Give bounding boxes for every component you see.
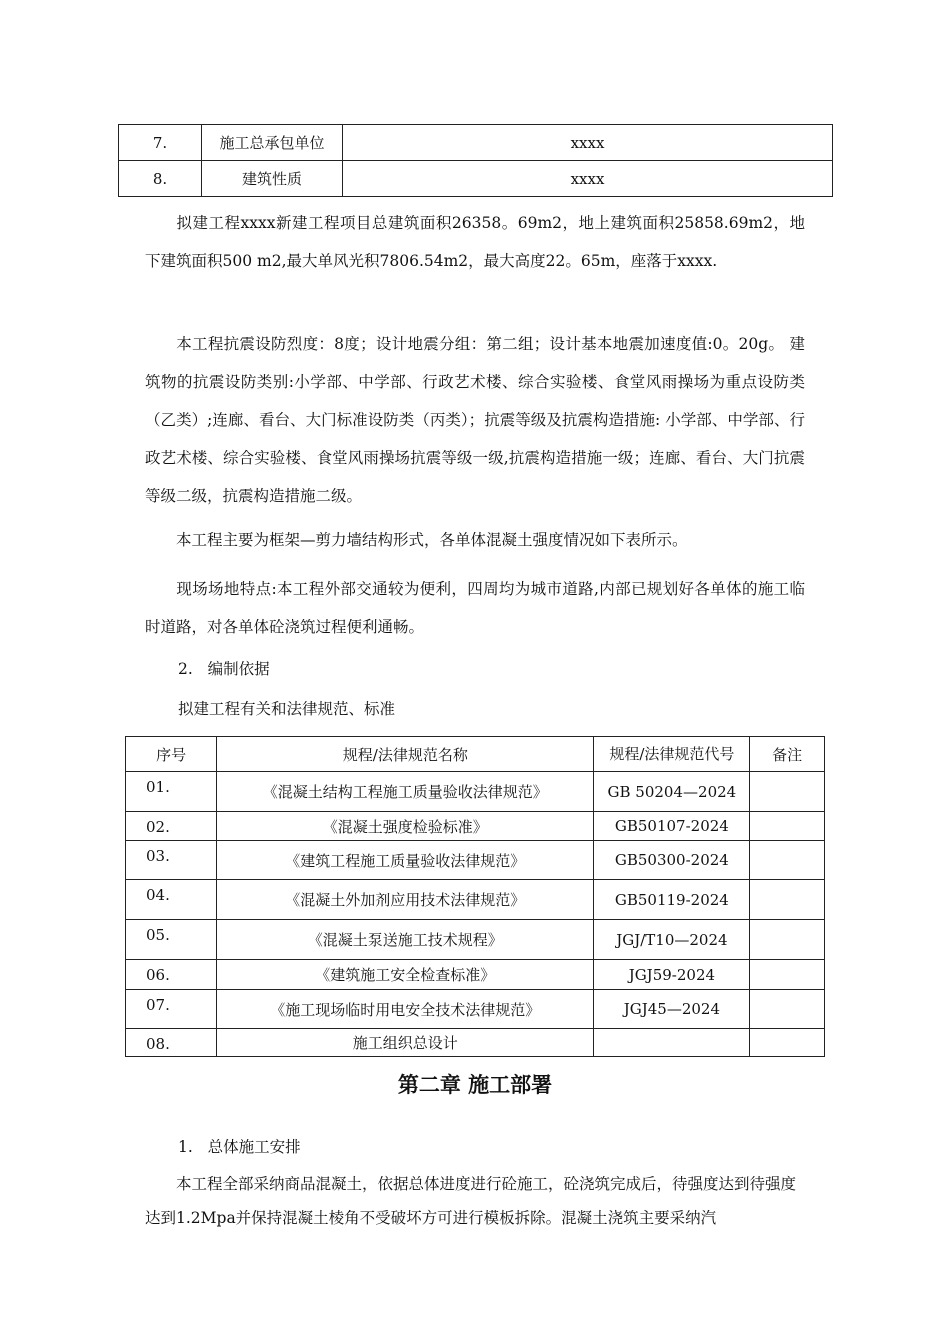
row-label: 建筑性质 <box>202 161 343 197</box>
row-note <box>750 880 825 920</box>
structure-paragraph: 本工程主要为框架—剪力墙结构形式，各单体混凝土强度情况如下表所示。 <box>176 531 688 549</box>
row-code <box>594 1029 750 1057</box>
row-note <box>750 1029 825 1057</box>
row-code: GB50107-2024 <box>594 812 750 841</box>
table-row <box>126 990 825 1029</box>
row-value: xxxx <box>343 161 833 197</box>
row-code: JGJ45—2024 <box>594 990 750 1029</box>
row-number: 8. <box>119 161 202 197</box>
row-note <box>750 990 825 1029</box>
site-paragraph: 现场场地特点:本工程外部交通较为便利，四周均为城市道路,内部已规划好各单体的施工临时道路，对各单体砼浇筑过程便利通畅。 <box>145 580 805 636</box>
row-number: 04. <box>126 880 217 920</box>
row-note <box>750 841 825 880</box>
section-heading: 2. 编制依据 <box>178 660 270 678</box>
table-row <box>126 920 825 960</box>
row-number: 06. <box>126 960 217 990</box>
construction-arrangement-paragraph: 本工程全部采纳商品混凝土，依据总体进度进行砼施工，砼浇筑完成后，待强度达到待强度达到1.2Mpa并保持混凝土棱角不受破坏方可进行模板拆除。混凝土浇筑主要采纳汽 <box>145 1175 797 1227</box>
header-name: 规程/法律规范名称 <box>217 737 594 772</box>
table-row <box>126 960 825 990</box>
row-number: 07. <box>126 990 217 1029</box>
row-number: 08. <box>126 1029 217 1057</box>
table-row <box>126 772 825 812</box>
table-row <box>119 125 833 161</box>
row-number: 01. <box>126 772 217 812</box>
seismic-paragraph-area <box>145 325 805 515</box>
standards-table <box>125 736 825 1057</box>
row-code: JGJ59-2024 <box>594 960 750 990</box>
table-row <box>126 841 825 880</box>
structure-paragraph-area <box>145 521 805 559</box>
row-note <box>750 772 825 812</box>
section-subheading: 拟建工程有关和法律规范、标准 <box>178 700 396 718</box>
section-heading: 1. 总体施工安排 <box>178 1138 301 1156</box>
row-name: 施工组织总设计 <box>217 1029 594 1057</box>
table-row <box>126 880 825 920</box>
row-note <box>750 920 825 960</box>
table-header-row <box>126 737 825 772</box>
row-name: 《建筑施工安全检查标准》 <box>217 960 594 990</box>
row-label: 施工总承包单位 <box>202 125 343 161</box>
row-name: 《混凝土强度检验标准》 <box>217 812 594 841</box>
row-number: 02. <box>126 812 217 841</box>
seismic-paragraph: 本工程抗震设防烈度：8度；设计地震分组：第二组；设计基本地震加速度值:0。20g。 建筑物的抗震设防类别:小学部、中学部、行政艺术楼、综合实验楼、食堂风雨操场为重点设防类（乙类）;连廊、看台、大门标准设防类（丙类）；抗震等级及抗震构造措施: 小学部、中学部、行政艺术楼、综合实验楼、食堂风雨操场抗震等级一级,抗震构造措施一级；连廊、看台、大门抗震等级二级，抗震构造措施二级。 <box>145 335 805 505</box>
row-name: 《建筑工程施工质量验收法律规范》 <box>217 841 594 880</box>
table-row <box>119 161 833 197</box>
project-info-table <box>118 124 833 197</box>
row-number: 05. <box>126 920 217 960</box>
row-name: 《混凝土外加剂应用技术法律规范》 <box>217 880 594 920</box>
row-code: JGJ/T10—2024 <box>594 920 750 960</box>
table-row <box>126 812 825 841</box>
row-note <box>750 812 825 841</box>
header-code: 规程/法律规范代号 <box>594 737 750 772</box>
row-number: 03. <box>126 841 217 880</box>
row-name: 《混凝土结构工程施工质量验收法律规范》 <box>217 772 594 812</box>
overview-paragraph-area <box>145 204 805 280</box>
overview-paragraph: 拟建工程xxxx新建工程项目总建筑面积26358。69m2，地上建筑面积25858.69m2，地下建筑面积500 m2,最大单风光积7806.54m2，最大高度22。65m，座落于xxxx. <box>145 214 805 270</box>
site-paragraph-area <box>145 570 805 646</box>
row-note <box>750 960 825 990</box>
header-note: 备注 <box>750 737 825 772</box>
row-name: 《施工现场临时用电安全技术法律规范》 <box>217 990 594 1029</box>
row-name: 《混凝土泵送施工技术规程》 <box>217 920 594 960</box>
row-code: GB 50204—2024 <box>594 772 750 812</box>
row-number: 7. <box>119 125 202 161</box>
header-number: 序号 <box>126 737 217 772</box>
row-code: GB50300-2024 <box>594 841 750 880</box>
row-code: GB50119-2024 <box>594 880 750 920</box>
table-row <box>126 1029 825 1057</box>
row-value: xxxx <box>343 125 833 161</box>
construction-arrangement-area <box>145 1167 805 1235</box>
chapter-title: 第二章 施工部署 <box>397 1073 553 1097</box>
